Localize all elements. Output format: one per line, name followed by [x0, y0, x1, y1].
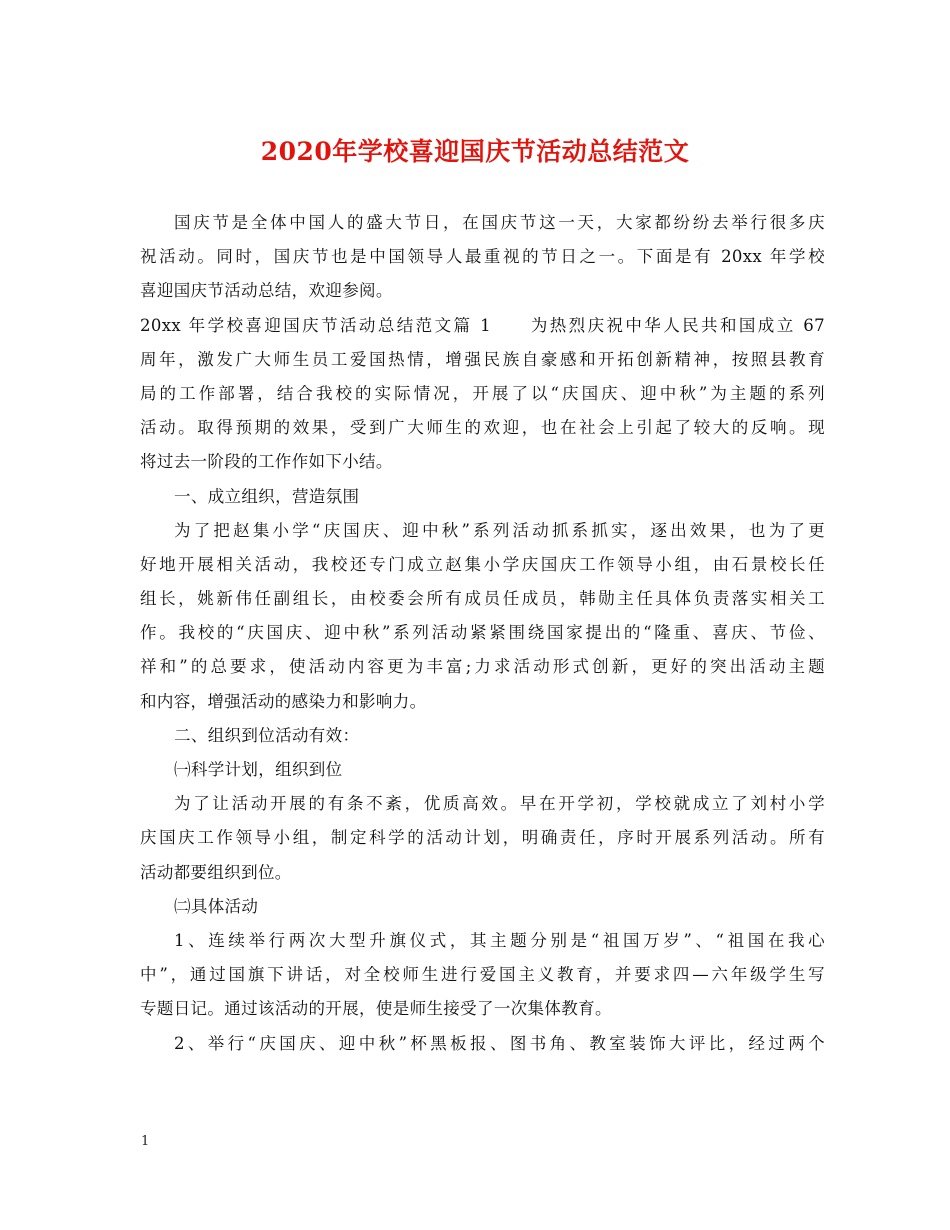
- paragraph-line: 为了让活动开展的有条不紊，优质高效。早在开学初，学校就成立了刘村小学: [174, 794, 825, 814]
- paragraph-line: 庆国庆工作领导小组，制定科学的活动计划，明确责任，序时开展系列活动。所有: [140, 828, 825, 848]
- page-number: 1: [141, 1134, 150, 1149]
- section-heading: 一、成立组织，营造氛围: [174, 486, 360, 506]
- paragraph-line: 国庆节是全体中国人的盛大节日，在国庆节这一天，大家都纷纷去举行很多庆: [174, 213, 825, 232]
- paragraph-line: 活动都要组织到位。: [140, 862, 292, 882]
- document-title: 2020年学校喜迎国庆节活动总结范文: [260, 137, 690, 166]
- subsection-heading: ㈠科学计划，组织到位: [174, 760, 343, 779]
- paragraph-line: 20xx 年学校喜迎国庆节活动总结范文篇 1 为热烈庆祝中华人民共和国成立 67: [140, 315, 825, 335]
- document-body: [140, 206, 825, 1061]
- paragraph-line: 2、举行“庆国庆、迎中秋”杯黑板报、图书角、教室装饰大评比，经过两个: [174, 1033, 825, 1053]
- paragraph-line: 组长，姚新伟任副组长，由校委会所有成员任成员，韩勋主任具体负责落实相关工: [140, 589, 825, 609]
- paragraph-line: 好地开展相关活动，我校还专门成立赵集小学庆国庆工作领导小组，由石景校长任: [140, 554, 825, 574]
- paragraph-line: 祝活动。同时，国庆节也是中国领导人最重视的节日之一。下面是有 20xx 年学校: [140, 247, 825, 267]
- section-heading: 二、组织到位活动有效：: [174, 725, 360, 745]
- paragraph-line: 活动。取得预期的效果，受到广大师生的欢迎，也在社会上引起了较大的反响。现: [140, 418, 825, 438]
- paragraph-line: 中”，通过国旗下讲话，对全校师生进行爱国主义教育，并要求四—六年级学生写: [140, 965, 825, 985]
- paragraph-line: 喜迎国庆节活动总结，欢迎参阅。: [140, 281, 393, 301]
- paragraph-line: 为了把赵集小学“庆国庆、迎中秋”系列活动抓系抓实，逐出效果，也为了更: [174, 520, 825, 540]
- paragraph-line: 和内容，增强活动的感染力和影响力。: [140, 691, 427, 711]
- paragraph-line: 1、连续举行两次大型升旗仪式，其主题分别是“祖国万岁”、“祖国在我心: [174, 930, 825, 950]
- paragraph-line: 周年，激发广大师生员工爱国热情，增强民族自豪感和开拓创新精神，按照县教育: [140, 349, 825, 369]
- paragraph-line: 作。我校的“庆国庆、迎中秋”系列活动紧紧围绕国家提出的“隆重、喜庆、节俭、: [140, 623, 825, 643]
- paragraph-line: 局的工作部署，结合我校的实际情况，开展了以“庆国庆、迎中秋”为主题的系列: [140, 383, 825, 403]
- subsection-heading: ㈡具体活动: [174, 896, 259, 916]
- paragraph-line: 将过去一阶段的工作作如下小结。: [140, 452, 393, 472]
- paragraph-line: 祥和”的总要求，使活动内容更为丰富;力求活动形式创新，更好的突出活动主题: [140, 657, 825, 677]
- paragraph-line: 专题日记。通过该活动的开展，使是师生接受了一次集体教育。: [140, 999, 612, 1019]
